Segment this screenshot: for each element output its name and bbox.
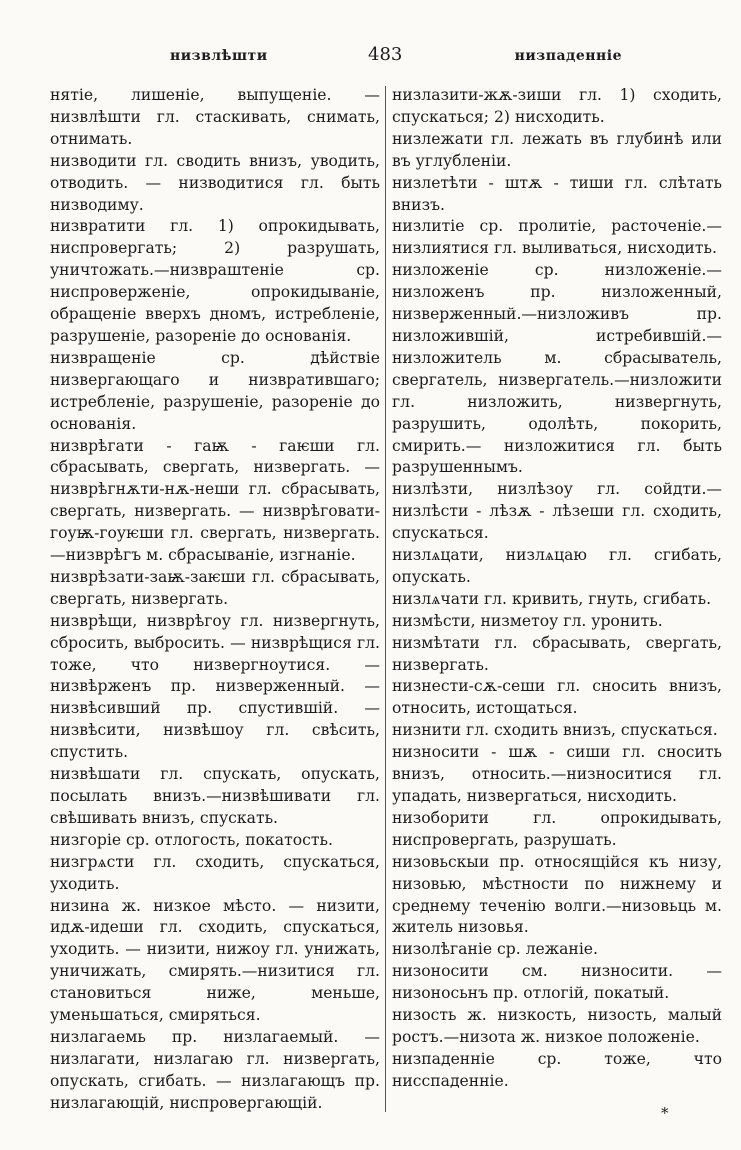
dictionary-entry: низлѧчати гл. кривить, гнуть, сгибать.	[392, 589, 712, 608]
dictionary-entry: низносити - шѫ - сиши гл. сносить внизъ, относить.—низноситися гл. упадать, низвергаться, нисходить.	[392, 743, 722, 805]
dictionary-entry: низость ж. низкость, низость, малый ростъ.—низота ж. низкое положеніе.	[392, 1006, 722, 1046]
dictionary-entry: нятіе, лишеніе, выпущеніе. — низвлѣшти гл. стаскивать, снимать, отнимать.	[50, 86, 380, 148]
dictionary-entry: низвратити гл. 1) опрокидывать, ниспровергать; 2) разрушать, уничтожать.—низвраштеніе ср. ниспроверженіе, опрокидываніе, обращеніе вверхъ дномъ, истребленіе, разрушеніе, разореніе до основанія.	[50, 217, 380, 345]
dictionary-entry: низнести-сѫ-сеши гл. сносить внизъ, относить, истощаться.	[392, 677, 722, 718]
dictionary-entry: низврѣзати-заѭ-заѥши гл. сбрасывать, свергать, низвергать.	[50, 567, 380, 608]
left-column	[50, 85, 380, 1115]
dictionary-entry: низоборити гл. опрокидывать, ниспровергать, разрушать.	[392, 808, 722, 849]
dictionary-entry: низложеніе ср. низложеніе.—низложенъ пр. низложенный, низверженный.—низложивъ пр. низложившій, истребившій.— низложитель м. сбрасыватель, свергатель, низвергатель.—низложити гл. низложить, низвергнуть, разрушить, одолѣть, покорить, смирить.— низложитися гл. быть разрушеннымъ.	[392, 261, 722, 477]
dictionary-entry: низлежати гл. лежать въ глубинѣ или въ углубленіи.	[392, 129, 722, 170]
dictionary-entry: низолѣганіе ср. лежаніе.	[392, 940, 598, 959]
dictionary-entry: низлѣзти, низлѣзоу гл. сойдти.—низлѣсти - лѣзѫ - лѣзеши гл. сходить, спускаться.	[392, 480, 722, 543]
right-running-headword: низпаденніе	[514, 48, 622, 64]
dictionary-entry: низина ж. низкое мѣсто. — низити, идѫ-идеши гл. сходить, спускаться, уходить. — низити, нижоу гл. унижать, уничижать, смирять.—низитися гл. становиться ниже, меньше, уменьшаться, смиряться.	[50, 896, 380, 1025]
dictionary-entry: низводити гл. сводить внизъ, уводить, отводить. — низводитися гл. быть низводиму.	[50, 151, 380, 214]
dictionary-entry: низнити гл. сходить внизъ, спускаться.	[392, 721, 718, 740]
page-number: 483	[368, 44, 403, 65]
dictionary-entry: низвращеніе ср. дѣйствіе низвергающаго и низвратившаго; истребленіе, разрушеніе, разореніе до основанія.	[50, 348, 380, 433]
page-header	[50, 44, 720, 70]
dictionary-entry: низлагаемь пр. низлагаемый. — низлагати, низлагаю гл. низвергать, опускать, сгибать. — низлагающъ пр. низлагающій, ниспровергающій.	[50, 1027, 380, 1112]
dictionary-entry: низгоріе ср. отлогость, покатость.	[50, 830, 333, 849]
dictionary-entry: низврѣгати - гаѭ - гаѥши гл. сбрасывать, свергать, низвергать. — низврѣгнѫти-нѫ-неши гл. сбрасывать, свергать, низвергать. — низврѣговати-гоуѭ-гоуѥши гл. свергать, низвергать.—низврѣгъ м. сбрасываніе, изгнаніе.	[50, 436, 380, 565]
column-divider	[385, 86, 386, 1112]
dictionary-entry: низоносити см. низносити. — низоносьнъ пр. отлогій, покатый.	[392, 962, 722, 1003]
left-running-headword: низвлѣшти	[170, 48, 268, 64]
dictionary-entry: низмѣтати гл. сбрасывать, свергать, низвергать.	[392, 633, 722, 674]
dictionary-entry: низлитіе ср. пролитіе, расточеніе.— низлиятися гл. выливаться, нисходить.	[392, 217, 722, 258]
dictionary-entry: низпаденніе ср. тоже, что нисспаденніе.	[392, 1049, 722, 1090]
dictionary-entry: низлетѣти - штѫ - тиши гл. слѣтать внизъ.	[392, 173, 722, 214]
dictionary-entry: низовьскыи пр. относящійся къ низу, низовью, мѣстности по нижнему и среднему теченію волги.—низовьць м. житель низовья.	[392, 852, 722, 937]
dictionary-entry: низвѣшати гл. спускать, опускать, посылать внизъ.—низвѣшивати гл. свѣшивать внизъ, спускать.	[50, 765, 380, 827]
dictionary-entry: низлазити-жѫ-зиши гл. 1) сходить, спускаться; 2) нисходить.	[392, 86, 722, 126]
dictionary-entry: низмѣсти, низметоу гл. уронить.	[392, 611, 663, 630]
footer-asterisk: *	[661, 1104, 669, 1122]
right-column	[392, 85, 722, 1093]
dictionary-entry: низврѣщи, низврѣгоу гл. низвергнуть, сбросить, выбросить. — низврѣщися гл. тоже, что низвергноутися. — низвѣрженъ пр. низверженный. — низвѣсивший пр. спустившій. — низвѣсити, низвѣшоу гл. свѣсить, спустить.	[50, 611, 380, 762]
dictionary-entry: низгрѧсти гл. сходить, спускаться, уходить.	[50, 852, 380, 893]
dictionary-entry: низлѧцати, низлѧцаю гл. сгибать, опускать.	[392, 546, 722, 586]
